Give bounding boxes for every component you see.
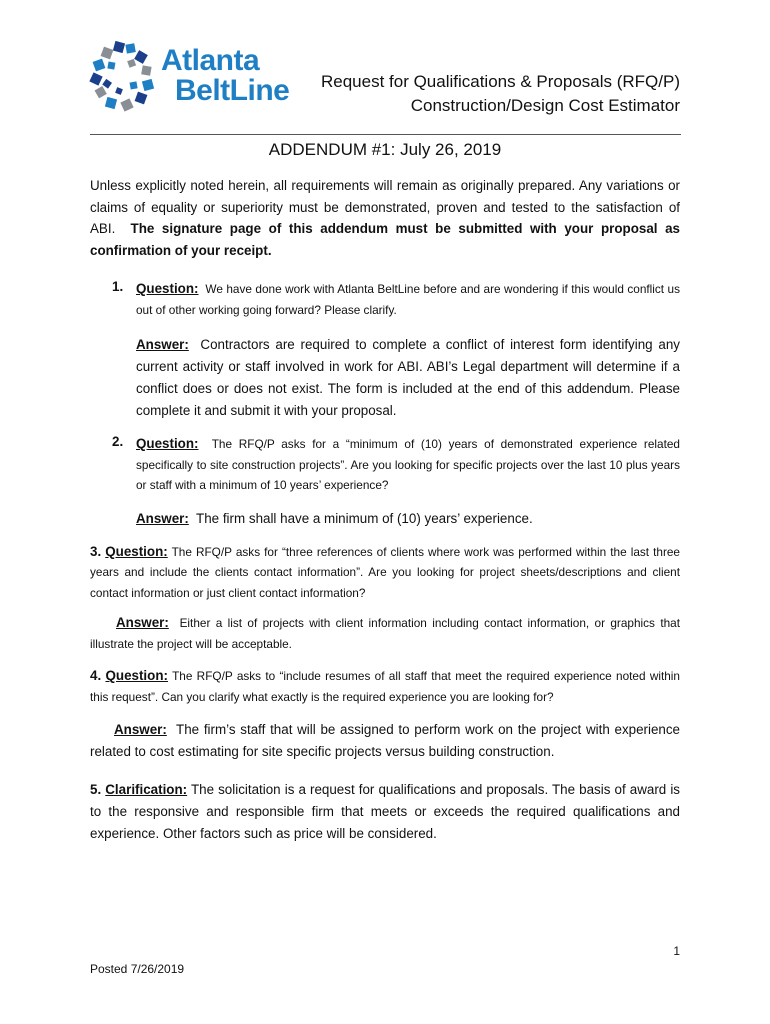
question-text: The RFQ/P asks for a “minimum of (10) years of demonstrated experience related specifically to site construction projects”. Are you looking for specific projects over the last 10 plus years or staff with a minimum of 10 years’ experience?: [136, 437, 680, 492]
clarification-label: Clarification:: [105, 782, 188, 797]
answer-4: [90, 719, 680, 763]
header-divider: [90, 134, 681, 135]
answer-2: [90, 508, 680, 530]
logo-line-atlanta: Atlanta: [161, 44, 260, 77]
answer-text: The firm’s staff that will be assigned to perform work on the project with experience related to cost estimating for site specific projects versus building construction.: [90, 722, 681, 759]
item-1: [90, 279, 680, 422]
item-number: 3.: [90, 543, 102, 559]
intro-bold-text: The signature page of this addendum must be submitted with your proposal as confirmation of your receipt.: [90, 221, 680, 258]
item-number: 1.: [112, 279, 124, 294]
item-2: [90, 434, 680, 530]
posted-date: Posted 7/26/2019: [90, 962, 185, 976]
intro-paragraph: [90, 175, 680, 261]
question-label: Question:: [105, 543, 168, 559]
item-5: [90, 779, 680, 845]
question-label: Question:: [136, 436, 199, 451]
item-number: 5.: [90, 782, 102, 797]
page-number: 1: [673, 944, 680, 958]
intro-text: Unless explicitly noted herein, all requirements will remain as originally prepared. Any variations or claims of equality or superiority must be demonstrated, proven and tested to the satisfaction of ABI.: [90, 178, 680, 236]
item-3: [90, 542, 680, 655]
answer-label: Answer:: [136, 337, 189, 352]
logo-wordmark: [161, 46, 289, 106]
answer-label: Answer:: [114, 722, 167, 737]
question-text: The RFQ/P asks for “three references of clients where work was performed within the last three years and include the clients contact information”. Are you looking for project sheets/descriptions and client contact information or just client contact information?: [90, 544, 680, 600]
answer-label: Answer:: [116, 615, 169, 630]
answer-label: Answer:: [136, 510, 189, 526]
clarification-text: The solicitation is a request for qualifications and proposals. The basis of award is to the responsive and responsible firm that meets or exceeds the required qualifications and experience. Other factors such as price will be considered.: [90, 782, 680, 841]
question-text: We have done work with Atlanta BeltLine before and are wondering if this would conflict us out of other working going forward? Please clarify.: [136, 282, 681, 317]
answer-text: Either a list of projects with client information including contact information, or graphics that illustrate the project will be acceptable.: [90, 616, 680, 651]
header-title-line2: Construction/Design Cost Estimator: [410, 96, 680, 115]
header-title-line1: Request for Qualifications & Proposals (RFQ/P): [320, 72, 680, 91]
item-4: [90, 666, 680, 763]
document-body: [90, 175, 680, 845]
addendum-title: ADDENDUM #1: July 26, 2019: [268, 140, 502, 159]
answer-1: [90, 334, 680, 422]
question-label: Question:: [136, 281, 199, 296]
question-1: [90, 279, 680, 320]
question-3: [90, 542, 680, 604]
item-number: 4.: [90, 668, 102, 683]
question-text: The RFQ/P asks to “include resumes of all staff that meet the required experience noted within this request”. Can you clarify what exactly is the required experience you are looking for?: [90, 669, 680, 704]
beltline-logo-mark-icon: [88, 40, 158, 114]
question-label: Question:: [105, 668, 168, 683]
answer-3: [90, 613, 680, 654]
question-4: [90, 666, 680, 707]
clarification-5: [90, 779, 680, 845]
item-number: 2.: [112, 434, 124, 449]
atlanta-beltline-logo: [88, 40, 298, 116]
answer-text: Contractors are required to complete a conflict of interest form identifying any current activity or staff involved in work for ABI. ABI’s Legal department will determine if a conflict does or does not exist. The form is included at the end of this addendum. Please complete it and submit it with your proposal.: [136, 337, 680, 418]
answer-text: The firm shall have a minimum of (10) years’ experience.: [196, 510, 533, 526]
document-header-title: [321, 70, 680, 118]
logo-line-beltline: BeltLine: [175, 74, 290, 107]
question-2: [90, 434, 680, 496]
